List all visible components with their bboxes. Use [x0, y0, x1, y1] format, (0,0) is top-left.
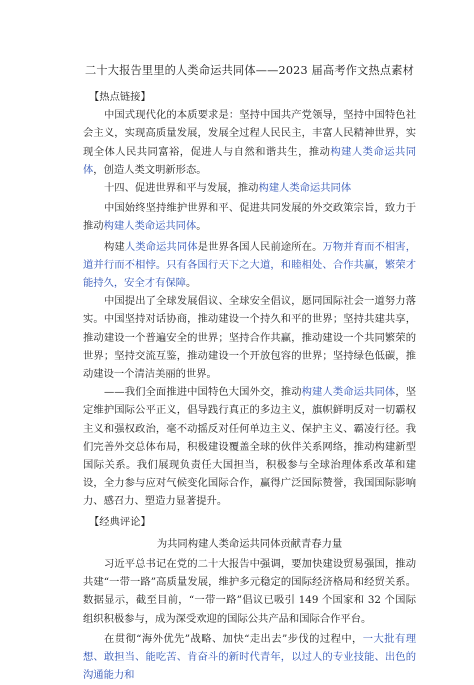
paragraph-youth: 在贯彻“海外优先”战略、加快“走出去”步伐的过程中，一大批有理想、敢担当、能吃苦、肯奋斗的新时代青年，以过人的专业技能、出色的沟通能力和: [83, 632, 417, 682]
highlight-phrase: 构建人类命运共同体: [258, 182, 352, 195]
heading-fourteen: 十四、促进世界和平与发展，推动构建人类命运共同体: [104, 182, 352, 195]
paragraph-belt-and-road: 习近平总书记在党的二十大报告中强调，要加快建设贸易强国，推动共建“一带一路”高质量发展，维护多元稳定的国际经济格局和经贸关系。数据显示，截至目前，“一带一路”倡议已吸引 149 个国家和 32 个国际组织积极参与，成为深受欢迎的国际公共产品和国际合作平台。: [83, 558, 416, 625]
highlight-phrase: 一大批有理想、敢担当、能吃苦、肯奋斗的新时代青年，以过人的专业技能、出色的沟通能力和: [83, 632, 417, 682]
document-title: 二十大报告里里的人类命运共同体——2023 届高考作文热点素材: [84, 64, 415, 77]
highlight-quote: 万物并育而不相害，道并行而不相悖。只有各国行天下之大道，和睦相处、合作共赢，繁荣才能持久，安全才有保障: [83, 240, 417, 290]
section-tag-classic-comment: 【经典评论】: [89, 515, 151, 528]
paragraph-modernization: 中国式现代化的本质要求是：坚持中国共产党领导，坚持中国特色社会主义，实现高质量发展，发展全过程人民民主，丰富人民精神世界，实现全体人民共同富裕，促进人与自然和谐共生，推动构建人类命运共同体，创造人类文明新形态。: [83, 109, 417, 176]
highlight-phrase: 构建人类命运共同体: [103, 220, 197, 233]
sub-title: 为共同构建人类命运共同体贡献青春力量: [156, 537, 343, 550]
paragraph-community-future: 构建人类命运共同体是世界各国人民前途所在。万物并育而不相害，道并行而不相悖。只有各国行天下之大道，和睦相处、合作共赢，繁荣才能持久，安全才有保障。: [83, 240, 417, 290]
paragraph-initiatives: 中国提出了全球发展倡议、全球安全倡议，愿同国际社会一道努力落实。中国坚持对话协商，推动建设一个持久和平的世界；坚持共建共享，推动建设一个普遍安全的世界；坚持合作共赢，推动建设一个共同繁荣的世界；坚持交流互鉴，推动建设一个开放包容的世界；坚持绿色低碳，推动建设一个清洁美丽的世界。: [83, 295, 416, 381]
highlight-phrase: 构建人类命运共同体: [301, 386, 396, 399]
paragraph-major-country-diplomacy: ——我们全面推进中国特色大国外交，推动构建人类命运共同体，坚定维护国际公平正义，倡导践行真正的多边主义，旗帜鲜明反对一切霸权主义和强权政治，毫不动摇反对任何单边主义、保护主义、霸凌行径。我们完善外交总体布局，积极建设覆盖全球的伙伴关系网络，推动构建新型国际关系。我们展现负责任大国担当，积极参与全球治理体系改革和建设，全力参与应对气候变化国际合作，赢得广泛国际赞誉，我国国际影响力、感召力、塑造力显著提升。: [83, 386, 417, 508]
paragraph-foreign-policy: 中国始终坚持维护世界和平、促进共同发展的外交政策宗旨，致力于推动构建人类命运共同体。: [83, 202, 416, 233]
highlight-phrase: 构建人类命运共同体: [83, 145, 417, 176]
section-tag-hot-link: 【热点链接】: [89, 91, 151, 103]
highlight-phrase: 人类命运共同体: [124, 240, 198, 253]
